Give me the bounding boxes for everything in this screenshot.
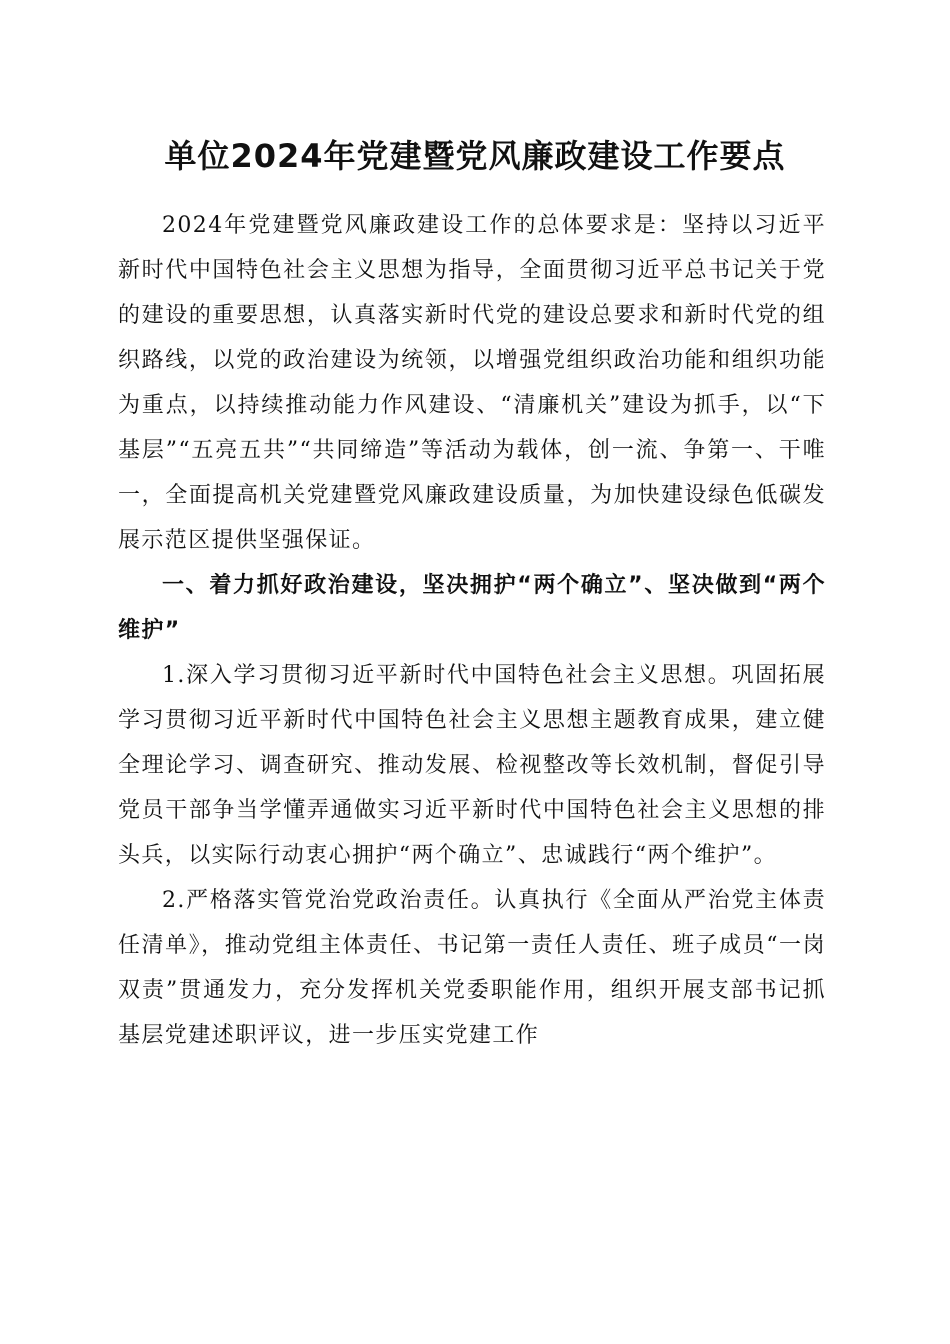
item-paragraph-2: 2.严格落实管党治党政治责任。认真执行《全面从严治党主体责任清单》，推动党组主体责任、书记第一责任人责任、班子成员“一岗双责”贯通发力，充分发挥机关党委职能作用，组织开展支部书记抓基层党建述职评议，进一步压实党建工作	[118, 888, 826, 1048]
intro-paragraph: 2024年党建暨党风廉政建设工作的总体要求是：坚持以习近平新时代中国特色社会主义思想为指导，全面贯彻习近平总书记关于党的建设的重要思想，认真落实新时代党的建设总要求和新时代党的组织路线，以党的政治建设为统领，以增强党组织政治功能和组织功能为重点，以持续推动能力作风建设、“清廉机关”建设为抓手，以“下基层”“五亮五共”“共同缔造”等活动为载体，创一流、争第一、干唯一，全面提高机关党建暨党风廉政建设质量，为加快建设绿色低碳发展示范区提供坚强保证。	[118, 213, 826, 553]
item-paragraph-1: 1.深入学习贯彻习近平新时代中国特色社会主义思想。巩固拓展学习贯彻习近平新时代中国特色社会主义思想主题教育成果，建立健全理论学习、调查研究、推动发展、检视整改等长效机制，督促引导党员干部争当学懂弄通做实习近平新时代中国特色社会主义思想的排头兵，以实际行动衷心拥护“两个确立”、忠诚践行“两个维护”。	[118, 663, 826, 868]
section-heading-1: 一、着力抓好政治建设，坚决拥护“两个确立”、坚决做到“两个维护”	[118, 573, 826, 643]
document-title: 单位2024年党建暨党风廉政建设工作要点	[164, 137, 786, 175]
document-body	[118, 203, 826, 1058]
